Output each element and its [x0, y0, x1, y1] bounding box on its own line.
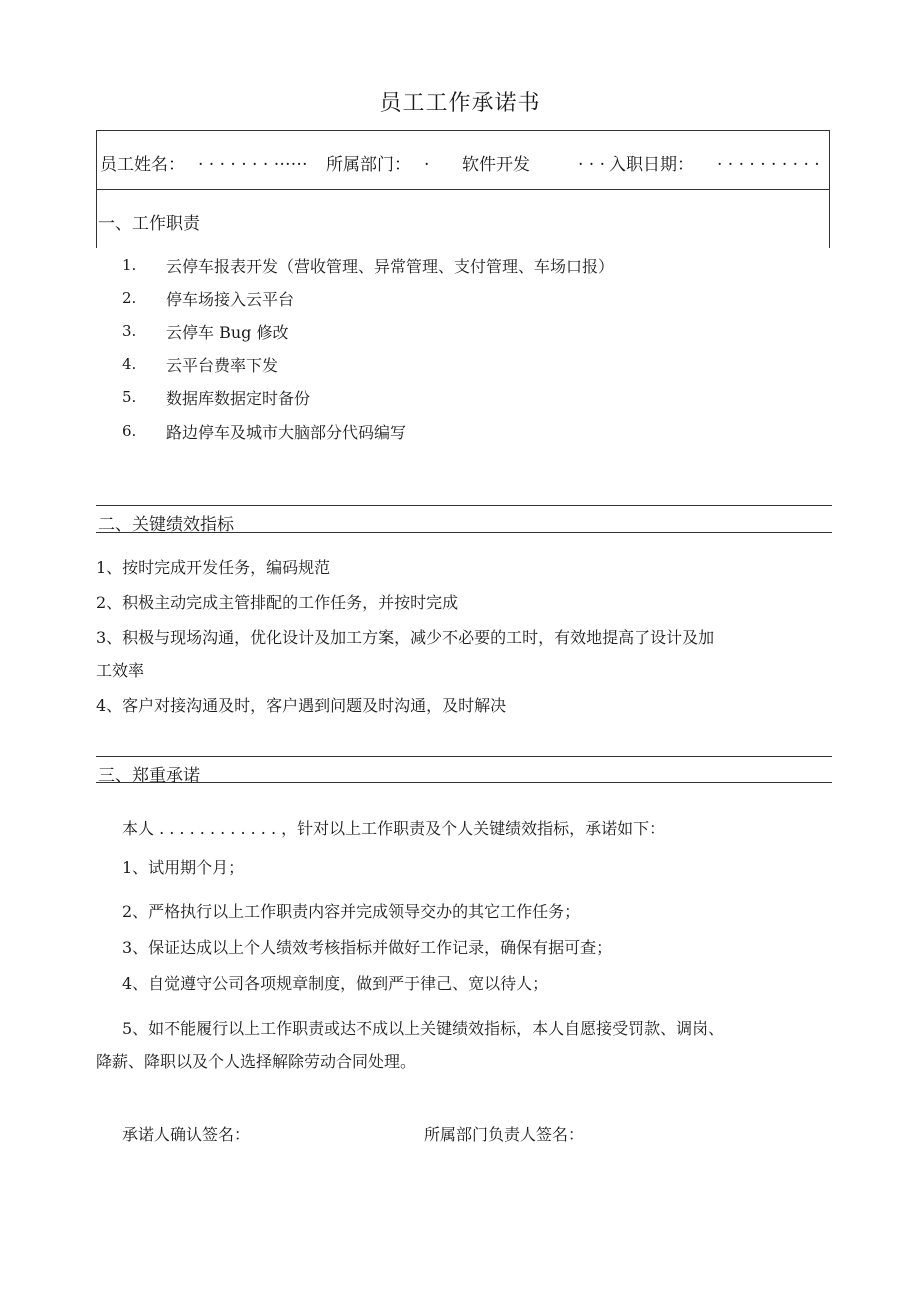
date-dots-prefix: . . .	[578, 150, 606, 170]
section1-box	[96, 188, 830, 248]
commitment-intro: 本人 . . . . . . . . . . . . ，针对以上工作职责及个人关键绩效指标，承诺如下：	[122, 819, 666, 838]
list-item-number: 6.	[122, 422, 137, 440]
section2-heading: 二、关键绩效指标	[98, 515, 234, 535]
dept-label: 所属部门：	[326, 155, 411, 175]
list-item-number: 3.	[122, 322, 137, 340]
list-item: 停车场接入云平台	[166, 290, 295, 309]
section3-bottom-rule	[96, 782, 832, 783]
section3-heading: 三、郑重承诺	[98, 766, 200, 786]
commitment-item: 2、严格执行以上工作职责内容并完成领导交办的其它工作任务；	[122, 902, 581, 921]
list-item: 路边停车及城市大脑部分代码编写	[166, 423, 407, 442]
commitment-item: 5、如不能履行以上工作职责或达不成以上关键绩效指标，本人自愿接受罚款、调岗、	[122, 1019, 725, 1038]
section1-heading: 一、工作职责	[98, 214, 200, 234]
section2-bottom-rule	[96, 532, 832, 533]
section3-top-rule	[96, 756, 832, 757]
list-item: 数据库数据定时备份	[166, 389, 311, 408]
promisor-signature-label: 承诺人确认签名：	[122, 1125, 251, 1144]
commitment-item: 1、试用期个月；	[122, 858, 245, 877]
commitment-item-continuation: 降薪、降职以及个人选择解除劳动合同处理。	[96, 1052, 417, 1071]
name-label: 员工姓名：	[100, 155, 185, 175]
kpi-item: 3、积极与现场沟通，优化设计及加工方案，减少不必要的工时，有效地提高了设计及加	[96, 628, 715, 647]
dept-head-signature-label: 所属部门负责人签名：	[424, 1125, 585, 1144]
dept-dot: .	[424, 150, 430, 170]
name-dots: . . . . . . . ……	[198, 150, 308, 170]
commitment-item: 3、保证达成以上个人绩效考核指标并做好工作记录，确保有据可查；	[122, 938, 613, 957]
commitment-item: 4、自觉遵守公司各项规章制度，做到严于律己、宽以待人；	[122, 974, 549, 993]
list-item-number: 2.	[122, 289, 137, 307]
kpi-item: 4、客户对接沟通及时，客户遇到问题及时沟通，及时解决	[96, 696, 507, 715]
date-label: 入职日期：	[609, 155, 694, 175]
list-item: 云平台费率下发	[166, 356, 279, 375]
dept-value: 软件开发	[462, 155, 530, 175]
kpi-item: 1、按时完成开发任务，编码规范	[96, 558, 331, 577]
kpi-item-continuation: 工效率	[96, 661, 145, 680]
list-item-number: 1.	[122, 256, 137, 274]
kpi-item: 2、积极主动完成主管排配的工作任务，并按时完成	[96, 593, 459, 612]
list-item: 云停车报表开发（营收管理、异常管理、支付管理、车场口报）	[166, 257, 615, 276]
section2-top-rule	[96, 505, 832, 506]
page-title: 员工工作承诺书	[379, 91, 541, 116]
date-dots: . . . . . . . . . .	[717, 150, 820, 170]
list-item: 云停车 Bug 修改	[166, 323, 289, 342]
list-item-number: 5.	[122, 388, 137, 406]
list-item-number: 4.	[122, 355, 137, 373]
